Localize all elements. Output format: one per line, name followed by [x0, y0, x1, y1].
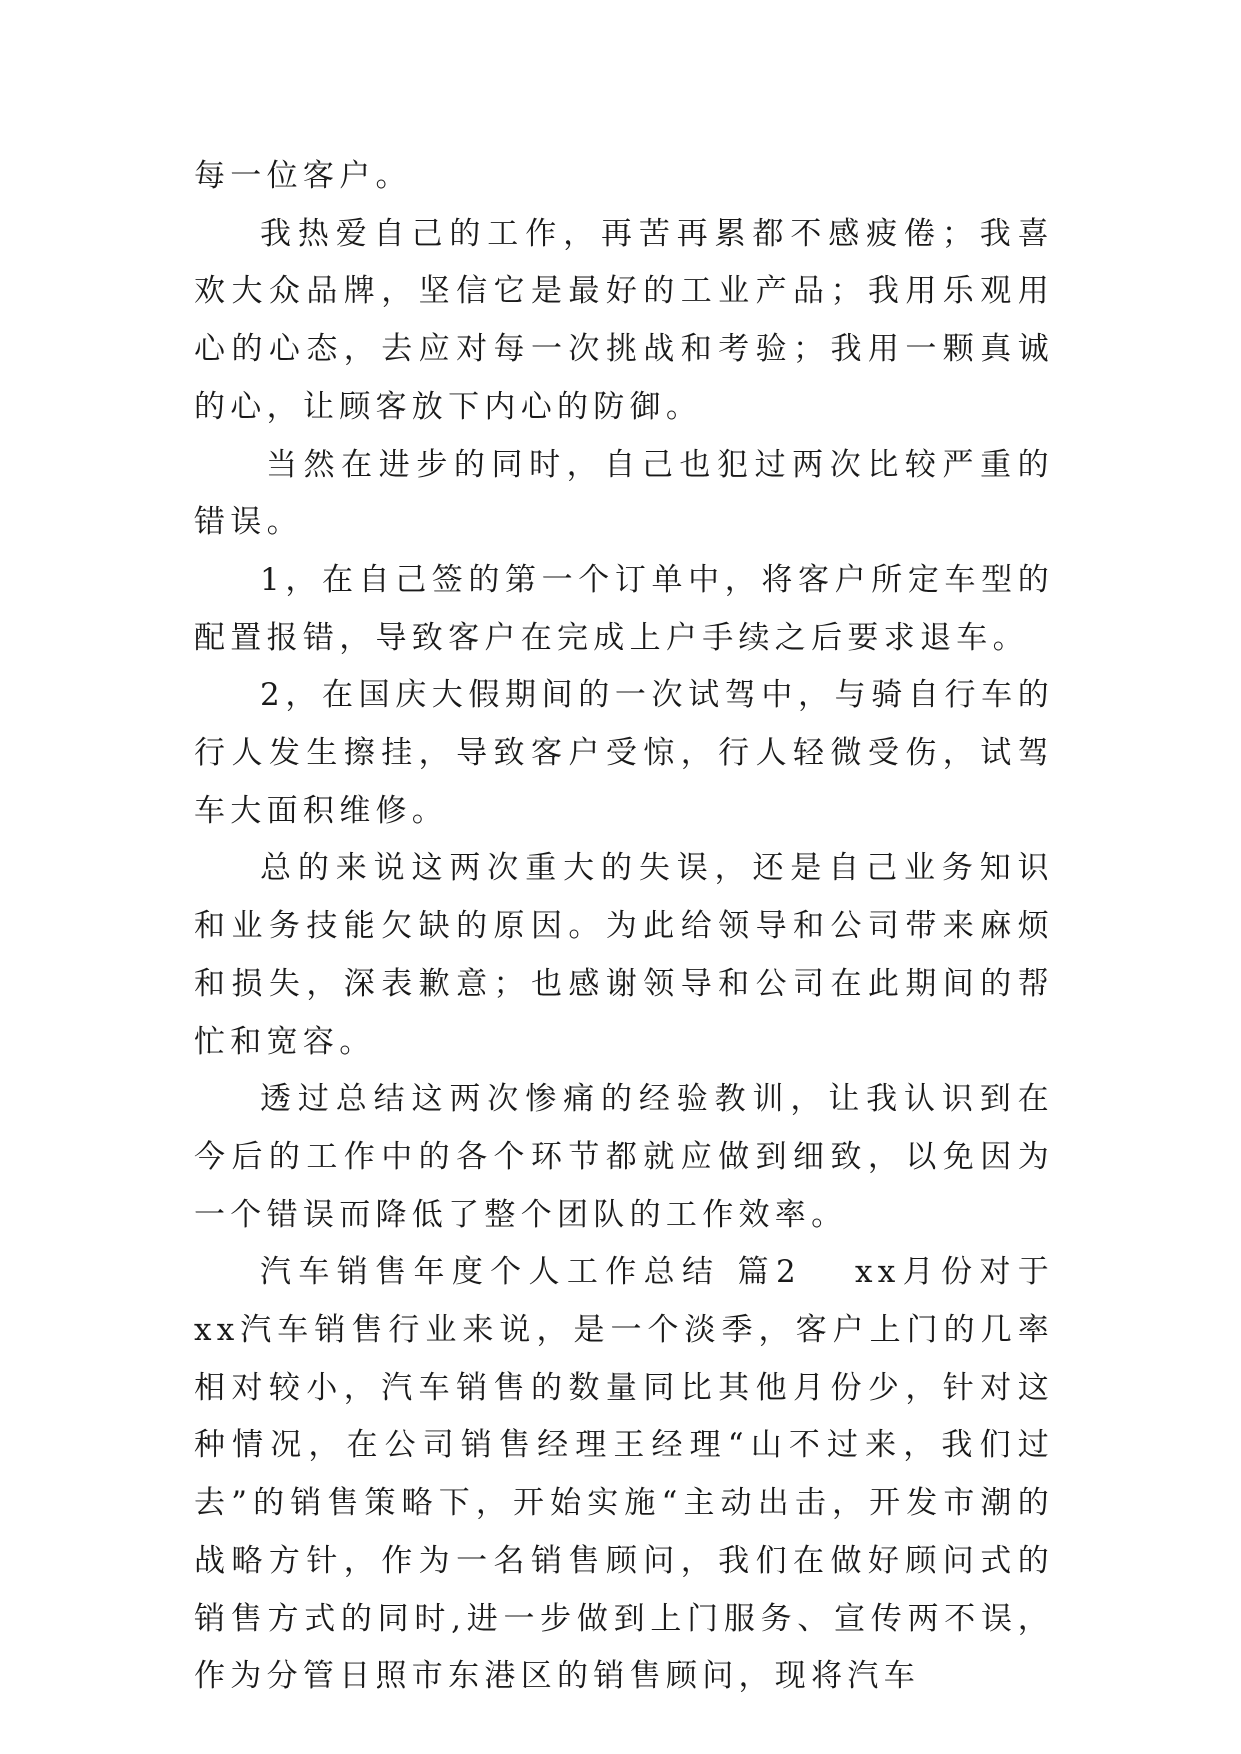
paragraph-mistakes-intro: 当然在进步的同时，自己也犯过两次比较严重的错误。	[194, 446, 1054, 541]
paragraph-continuation: 每一位客户。	[194, 158, 412, 194]
section-heading: 汽车销售年度个人工作总结 篇2	[260, 1254, 801, 1291]
paragraph-mistake-2: 2，在国庆大假期间的一次试驾中，与骑自行车的行人发生擦挂，导致客户受惊，行人轻微受伤，试驾车大面积维修。	[194, 677, 1054, 829]
section-body: xx月份对于xx汽车销售行业来说，是一个淡季，客户上门的几率相对较小，汽车销售的数量同比其他月份少，针对这种情况，在公司销售经理王经理“山不过来，我们过去”的销售策略下，开始实施“主动出击，开发市潮的战略方针，作为一名销售顾问，我们在做好顾问式的销售方式的同时,进一步做到上门服务、宣传两不误，作为分管日照市东港区的销售顾问，现将汽车	[194, 1254, 1055, 1695]
section-paragraph	[194, 1244, 1054, 1706]
paragraph-summary: 总的来说这两次重大的失误，还是自己业务知识和业务技能欠缺的原因。为此给领导和公司带来麻烦和损失，深表歉意；也感谢领导和公司在此期间的帮忙和宽容。	[194, 850, 1054, 1060]
paragraph-mistake-1: 1，在自己签的第一个订单中，将客户所定车型的配置报错，导致客户在完成上户手续之后要求退车。	[194, 561, 1054, 656]
paragraph-lessons: 透过总结这两次惨痛的经验教训，让我认识到在今后的工作中的各个环节都就应做到细致，以免因为一个错误而降低了整个团队的工作效率。	[194, 1081, 1054, 1233]
document-body	[194, 148, 1054, 1706]
paragraph-love-of-work: 我热爱自己的工作，再苦再累都不感疲倦；我喜欢大众品牌，坚信它是最好的工业产品；我用乐观用心的心态，去应对每一次挑战和考验；我用一颗真诚的心，让顾客放下内心的防御。	[194, 215, 1054, 425]
